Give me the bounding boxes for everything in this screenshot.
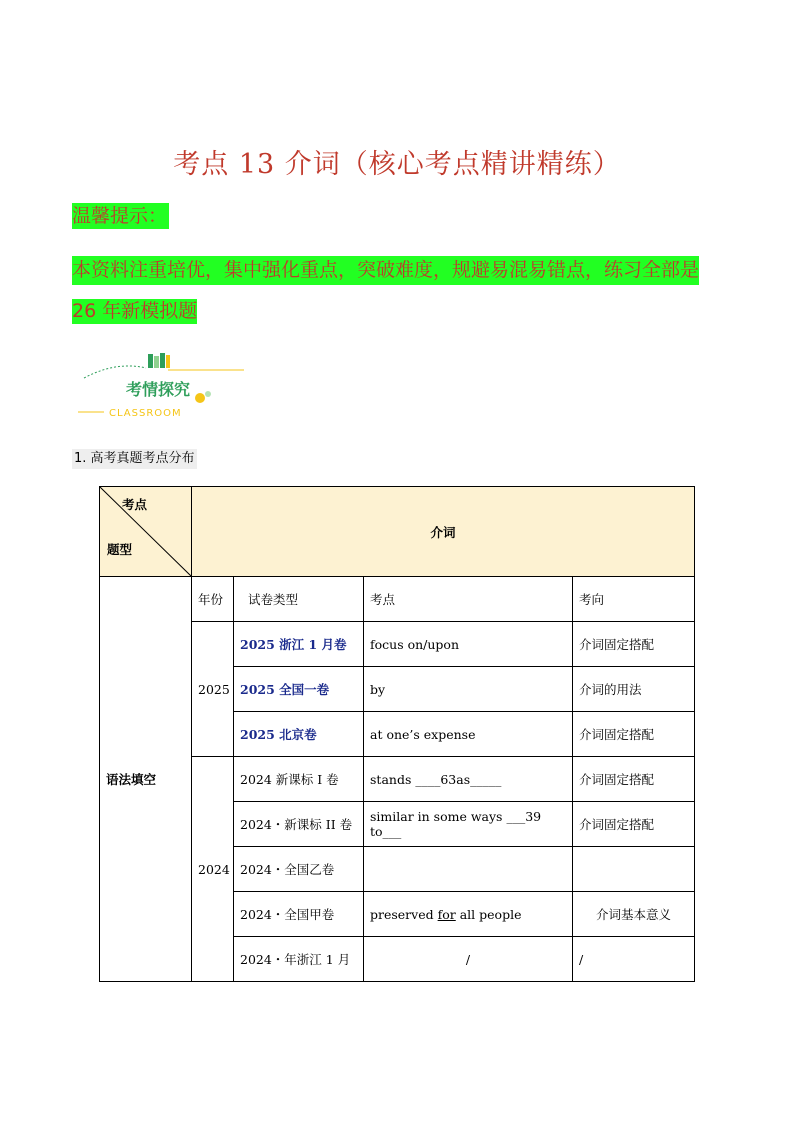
direction-cell: 介词固定搭配 <box>573 622 695 667</box>
col-header-year: 年份 <box>192 577 234 622</box>
point-cell: focus on/upon <box>364 622 573 667</box>
direction-cell: 介词的用法 <box>573 667 695 712</box>
diag-label-type: 题型 <box>107 542 133 557</box>
point-cell: / <box>364 937 573 982</box>
books-icon <box>76 346 256 426</box>
point-cell <box>364 847 573 892</box>
point-cell: at one’s expense <box>364 712 573 757</box>
direction-cell <box>573 847 695 892</box>
point-cell: preserved for all people <box>364 892 573 937</box>
point-cell: by <box>364 667 573 712</box>
logo-text: 考情探究 <box>126 380 191 399</box>
paper-cell: 2025 全国一卷 <box>234 667 364 712</box>
logo-subtext: CLASSROOM <box>109 408 182 419</box>
notice-line-2: 26 年新模拟题 <box>72 300 198 322</box>
direction-cell: 介词固定搭配 <box>573 712 695 757</box>
year-cell-2025: 2025 <box>192 622 234 757</box>
question-type-cell: 语法填空 <box>100 577 192 982</box>
paper-cell: 2025 浙江 1 月卷 <box>234 622 364 667</box>
year-cell-2024: 2024 <box>192 757 234 982</box>
diag-label-point: 考点 <box>122 497 148 512</box>
exam-distribution-table <box>99 486 695 982</box>
direction-cell: 介词固定搭配 <box>573 757 695 802</box>
paper-cell: 2024・年浙江 1 月 <box>234 937 364 982</box>
notice-line-1: 本资料注重培优，集中强化重点，突破难度，规避易混易错点，练习全部是 <box>72 256 699 285</box>
point-cell: similar in some ways ___39 to___ <box>364 802 573 847</box>
col-header-paper: 试卷类型 <box>234 577 364 622</box>
paper-cell: 2024・全国甲卷 <box>234 892 364 937</box>
paper-cell: 2024 新课标 I 卷 <box>234 757 364 802</box>
diagonal-header-cell <box>100 487 192 577</box>
col-header-point: 考点 <box>364 577 573 622</box>
point-cell: stands ____63as_____ <box>364 757 573 802</box>
tip-label: 温馨提示： <box>72 205 168 227</box>
direction-cell: / <box>573 937 695 982</box>
section-logo <box>76 346 256 426</box>
paper-cell: 2024・新课标 II 卷 <box>234 802 364 847</box>
direction-cell: 介词固定搭配 <box>573 802 695 847</box>
paper-cell: 2025 北京卷 <box>234 712 364 757</box>
paper-cell: 2024・全国乙卷 <box>234 847 364 892</box>
col-header-direction: 考向 <box>573 577 695 622</box>
direction-cell: 介词基本意义 <box>573 892 695 937</box>
header-main: 介词 <box>192 487 695 577</box>
section-title: 1. 高考真题考点分布 <box>72 449 197 469</box>
page-title: 考点 13 介词（核心考点精讲精练） <box>173 149 621 180</box>
